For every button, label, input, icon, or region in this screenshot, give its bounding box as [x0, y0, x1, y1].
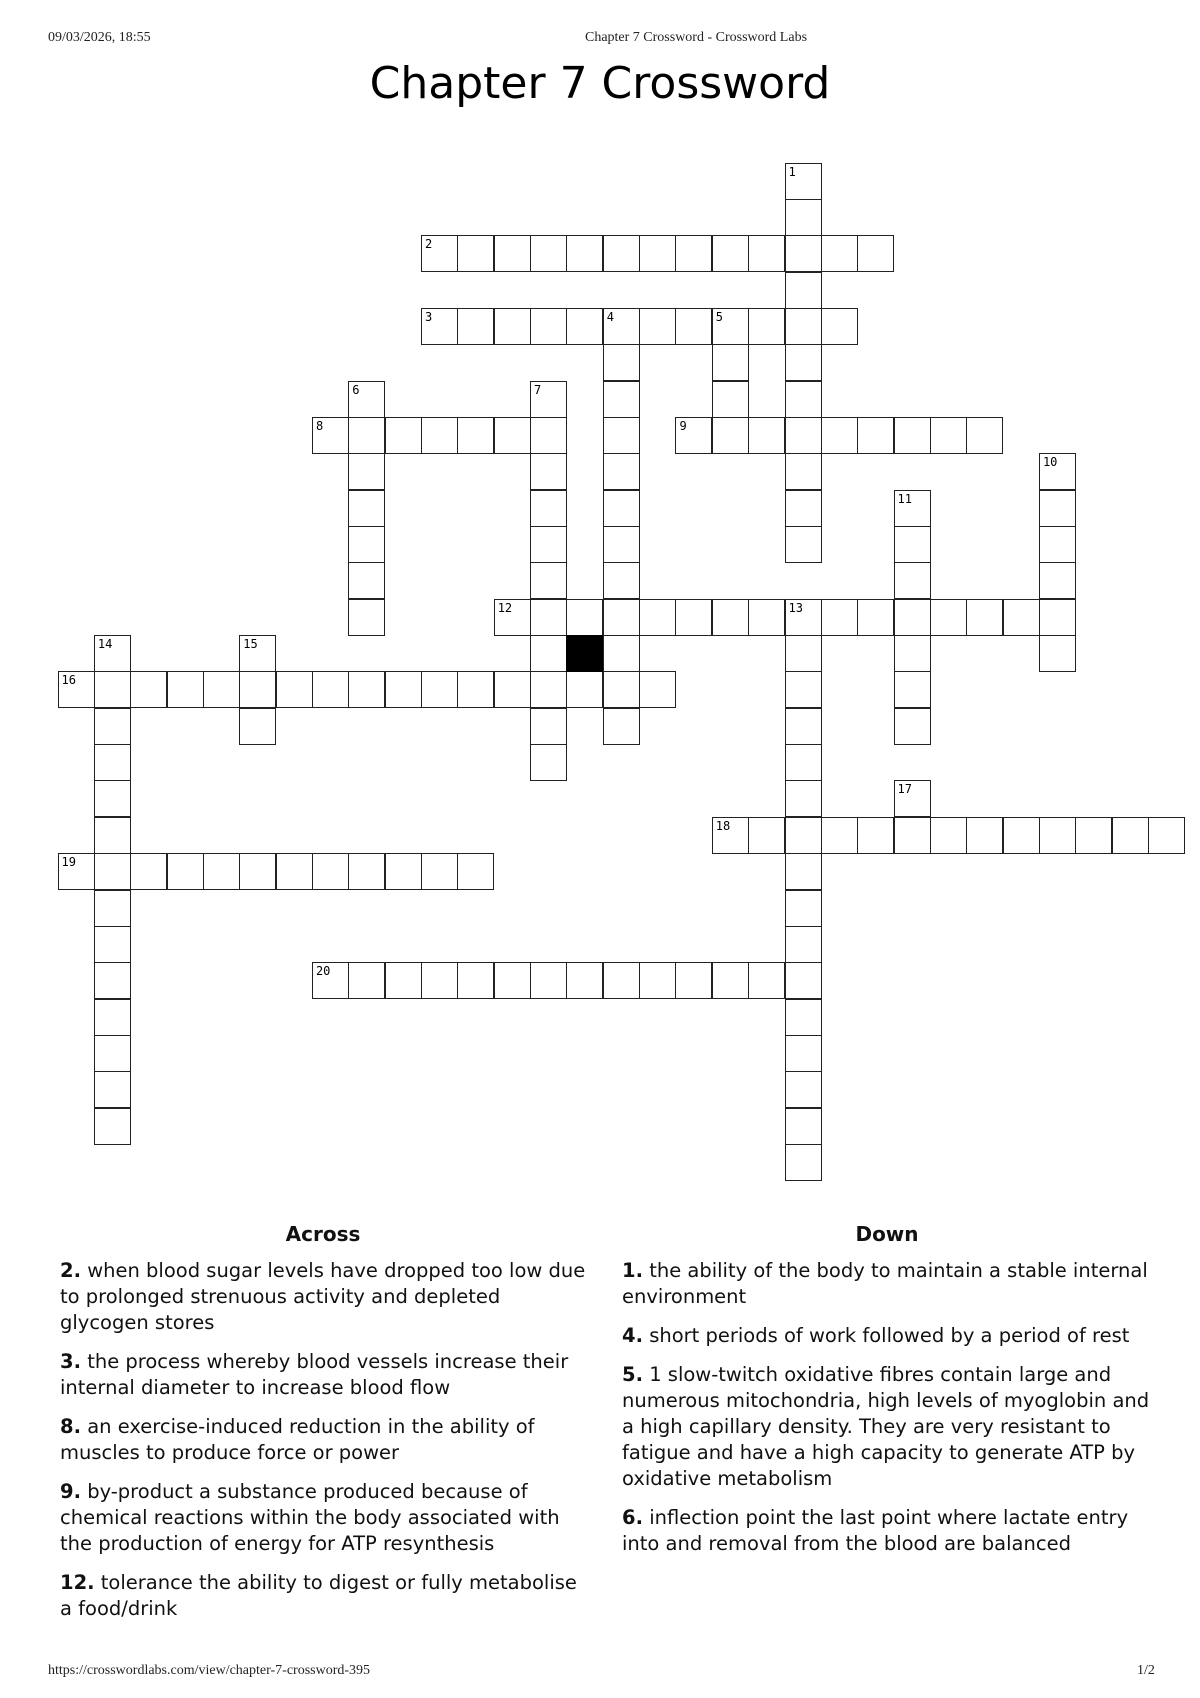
- crossword-cell[interactable]: [712, 381, 749, 418]
- crossword-cell[interactable]: [603, 671, 640, 708]
- crossword-cell[interactable]: [603, 235, 640, 272]
- cell-number: 10: [1042, 455, 1058, 470]
- crossword-cell[interactable]: [639, 235, 676, 272]
- crossword-cell[interactable]: [785, 890, 822, 927]
- crossword-cell[interactable]: [94, 744, 131, 781]
- crossword-cell[interactable]: [530, 635, 567, 672]
- crossword-cell[interactable]: [785, 1144, 822, 1181]
- crossword-cell[interactable]: [712, 962, 749, 999]
- crossword-cell[interactable]: [203, 671, 240, 708]
- crossword-cell[interactable]: [348, 599, 385, 636]
- crossword-cell[interactable]: [530, 526, 567, 563]
- crossword-cell[interactable]: [639, 671, 676, 708]
- crossword-cell[interactable]: [348, 490, 385, 527]
- page-title: Chapter 7 Crossword: [369, 58, 831, 109]
- crossword-cell[interactable]: [894, 780, 931, 817]
- crossword-cell[interactable]: [94, 635, 131, 672]
- crossword-cell[interactable]: [94, 962, 131, 999]
- crossword-cell[interactable]: [385, 962, 422, 999]
- crossword-cell[interactable]: [385, 671, 422, 708]
- down-clue: [622, 1323, 1152, 1349]
- crossword-cell[interactable]: [94, 1035, 131, 1072]
- down-clue-list: [622, 1258, 1152, 1570]
- crossword-cell[interactable]: [675, 962, 712, 999]
- crossword-cell[interactable]: [785, 1108, 822, 1145]
- crossword-cell[interactable]: [894, 817, 931, 854]
- crossword-cell[interactable]: [785, 744, 822, 781]
- clue-number: 8.: [60, 1415, 81, 1438]
- crossword-cell[interactable]: [785, 962, 822, 999]
- crossword-cell[interactable]: [566, 671, 603, 708]
- crossword-cell[interactable]: [494, 599, 531, 636]
- crossword-cell[interactable]: [239, 671, 276, 708]
- crossword-cell[interactable]: [1039, 490, 1076, 527]
- crossword-cell[interactable]: [894, 635, 931, 672]
- crossword-cell[interactable]: [530, 490, 567, 527]
- crossword-cell[interactable]: [603, 381, 640, 418]
- crossword-cell[interactable]: [421, 671, 458, 708]
- clue-text: an exercise-induced reduction in the ability of muscles to produce force or power: [60, 1415, 535, 1464]
- crossword-cell[interactable]: [675, 417, 712, 454]
- crossword-cell[interactable]: [894, 708, 931, 745]
- crossword-cell[interactable]: [239, 635, 276, 672]
- crossword-cell[interactable]: [1148, 817, 1185, 854]
- cell-number: 16: [61, 673, 76, 688]
- across-clue: [60, 1414, 590, 1466]
- crossword-cell[interactable]: [603, 308, 640, 345]
- crossword-cell[interactable]: [94, 780, 131, 817]
- crossword-cell[interactable]: [530, 671, 567, 708]
- crossword-cell[interactable]: [603, 599, 640, 636]
- crossword-cell[interactable]: [930, 599, 967, 636]
- crossword-cell[interactable]: [1039, 635, 1076, 672]
- clue-number: 3.: [60, 1350, 81, 1373]
- crossword-cell[interactable]: [712, 344, 749, 381]
- print-url: https://crosswordlabs.com/view/chapter-7-crossword-395: [48, 1663, 371, 1678]
- crossword-cell[interactable]: [748, 235, 785, 272]
- crossword-cell[interactable]: [930, 417, 967, 454]
- crossword-cell[interactable]: [785, 853, 822, 890]
- down-clue: [622, 1505, 1152, 1557]
- crossword-cell[interactable]: [785, 599, 822, 636]
- crossword-cell[interactable]: [748, 417, 785, 454]
- crossword-cell[interactable]: [457, 671, 494, 708]
- crossword-cell[interactable]: [894, 417, 931, 454]
- crossword-cell[interactable]: [785, 817, 822, 854]
- clue-text: the ability of the body to maintain a stable internal environment: [622, 1259, 1148, 1308]
- cell-number: 2: [425, 237, 433, 252]
- crossword-cell[interactable]: [421, 308, 458, 345]
- crossword-cell[interactable]: [457, 962, 494, 999]
- cell-number: 3: [425, 309, 433, 324]
- crossword-cell[interactable]: [130, 671, 167, 708]
- across-clue-list: [60, 1258, 590, 1635]
- crossword-cell[interactable]: [1003, 599, 1040, 636]
- crossword-cell[interactable]: [857, 817, 894, 854]
- clue-number: 2.: [60, 1259, 81, 1282]
- crossword-cell[interactable]: [312, 417, 349, 454]
- crossword-cell[interactable]: [785, 926, 822, 963]
- print-page-number: 1/2: [1137, 1663, 1155, 1678]
- crossword-cell[interactable]: [785, 163, 822, 200]
- clue-number: 9.: [60, 1480, 81, 1503]
- crossword-cell[interactable]: [785, 1035, 822, 1072]
- crossword-cell[interactable]: [603, 708, 640, 745]
- crossword-cell[interactable]: [966, 417, 1003, 454]
- crossword-cell[interactable]: [1039, 599, 1076, 636]
- crossword-cell[interactable]: [94, 1108, 131, 1145]
- crossword-cell[interactable]: [530, 453, 567, 490]
- crossword-cell[interactable]: [421, 962, 458, 999]
- clue-text: short periods of work followed by a period of rest: [649, 1324, 1130, 1347]
- crossword-cell[interactable]: [348, 417, 385, 454]
- cell-number: 1: [788, 164, 796, 179]
- cell-number: 15: [243, 637, 258, 652]
- crossword-cell[interactable]: [457, 235, 494, 272]
- crossword-cell[interactable]: [748, 599, 785, 636]
- crossword-cell[interactable]: [821, 599, 858, 636]
- crossword-cell[interactable]: [748, 817, 785, 854]
- crossword-cell[interactable]: [348, 453, 385, 490]
- print-page-title: Chapter 7 Crossword - Crossword Labs: [584, 30, 808, 45]
- clue-number: 1.: [622, 1259, 643, 1282]
- clue-number: 4.: [622, 1324, 643, 1347]
- crossword-cell[interactable]: [530, 744, 567, 781]
- crossword-cell[interactable]: [530, 562, 567, 599]
- crossword-cell[interactable]: [1039, 526, 1076, 563]
- crossword-cell[interactable]: [639, 599, 676, 636]
- crossword-cell[interactable]: [385, 853, 422, 890]
- crossword-cell[interactable]: [566, 962, 603, 999]
- down-heading: Down: [855, 1222, 919, 1246]
- crossword-cell[interactable]: [167, 671, 204, 708]
- crossword-cell[interactable]: [894, 599, 931, 636]
- cell-number: 18: [715, 818, 731, 833]
- crossword-cell[interactable]: [494, 308, 531, 345]
- crossword-cell[interactable]: [785, 453, 822, 490]
- crossword-cell[interactable]: [894, 562, 931, 599]
- across-clue: [60, 1479, 590, 1557]
- crossword-cell[interactable]: [94, 671, 131, 708]
- crossword-cell[interactable]: [421, 235, 458, 272]
- crossword-cell[interactable]: [748, 308, 785, 345]
- crossword-cell[interactable]: [530, 308, 567, 345]
- crossword-cell[interactable]: [348, 853, 385, 890]
- crossword-cell[interactable]: [494, 962, 531, 999]
- crossword-cell[interactable]: [94, 926, 131, 963]
- cell-number: 5: [715, 309, 724, 324]
- crossword-cell[interactable]: [639, 308, 676, 345]
- crossword-cell[interactable]: [675, 235, 712, 272]
- crossword-cell[interactable]: [566, 235, 603, 272]
- crossword-cell[interactable]: [457, 853, 494, 890]
- clue-text: the process whereby blood vessels increase their internal diameter to increase blood flow: [60, 1350, 569, 1399]
- crossword-cell[interactable]: [785, 308, 822, 345]
- crossword-cell[interactable]: [712, 599, 749, 636]
- crossword-cell[interactable]: [1039, 817, 1076, 854]
- print-datetime: 09/03/2026, 18:55: [48, 30, 151, 45]
- cell-number: 20: [315, 964, 331, 979]
- cell-number: 9: [679, 418, 687, 433]
- crossword-cell[interactable]: [530, 381, 567, 418]
- crossword-cell[interactable]: [785, 490, 822, 527]
- crossword-cell[interactable]: [348, 381, 385, 418]
- crossword-cell[interactable]: [603, 635, 640, 672]
- crossword-cell[interactable]: [494, 671, 531, 708]
- crossword-cell[interactable]: [785, 708, 822, 745]
- across-heading: Across: [285, 1222, 361, 1246]
- crossword-cell[interactable]: [712, 817, 749, 854]
- crossword-cell[interactable]: [494, 235, 531, 272]
- crossword-cell[interactable]: [94, 817, 131, 854]
- crossword-cell[interactable]: [239, 853, 276, 890]
- across-clue: [60, 1570, 590, 1622]
- crossword-cell[interactable]: [1039, 562, 1076, 599]
- crossword-cell[interactable]: [1003, 817, 1040, 854]
- crossword-cell[interactable]: [785, 272, 822, 309]
- clue-text: when blood sugar levels have dropped too low due to prolonged strenuous activity and depleted glycogen stores: [60, 1259, 586, 1334]
- crossword-cell[interactable]: [348, 562, 385, 599]
- crossword-cell[interactable]: [857, 417, 894, 454]
- crossword-cell[interactable]: [712, 235, 749, 272]
- crossword-cell[interactable]: [94, 1071, 131, 1108]
- crossword-cell[interactable]: [203, 853, 240, 890]
- crossword-cell[interactable]: [130, 853, 167, 890]
- cell-number: 11: [897, 491, 912, 506]
- crossword-cell[interactable]: [457, 308, 494, 345]
- crossword-cell[interactable]: [639, 962, 676, 999]
- clue-number: 6.: [622, 1506, 643, 1529]
- cell-number: 6: [352, 382, 360, 397]
- crossword-cell[interactable]: [930, 817, 967, 854]
- clue-number: 12.: [60, 1571, 95, 1594]
- cell-number: 12: [497, 600, 513, 615]
- crossword-cell[interactable]: [58, 853, 95, 890]
- clue-text: 1 slow-twitch oxidative fibres contain large and numerous mitochondria, high levels of myoglobin and a high capillary density. They are very resistant to fatigue and have a high capacity to generate ATP by oxidative metabolism: [622, 1363, 1150, 1490]
- crossword-cell[interactable]: [821, 235, 858, 272]
- crossword-cell[interactable]: [58, 671, 95, 708]
- crossword-cell[interactable]: [530, 417, 567, 454]
- crossword-cell[interactable]: [530, 599, 567, 636]
- crossword-cell[interactable]: [894, 526, 931, 563]
- crossword-cell[interactable]: [748, 962, 785, 999]
- crossword-cell[interactable]: [566, 599, 603, 636]
- crossword-cell[interactable]: [530, 962, 567, 999]
- crossword-cell[interactable]: [603, 490, 640, 527]
- crossword-cell[interactable]: [785, 526, 822, 563]
- crossword-cell[interactable]: [239, 708, 276, 745]
- cell-number: 19: [61, 855, 76, 870]
- crossword-cell[interactable]: [785, 344, 822, 381]
- crossword-cell[interactable]: [785, 999, 822, 1036]
- crossword-cell[interactable]: [821, 417, 858, 454]
- clue-number: 5.: [622, 1363, 643, 1386]
- crossword-cell[interactable]: [821, 817, 858, 854]
- crossword-cell[interactable]: [566, 308, 603, 345]
- crossword-cell[interactable]: [276, 853, 313, 890]
- crossword-cell[interactable]: [312, 671, 349, 708]
- crossword-cell[interactable]: [603, 453, 640, 490]
- crossword-cell[interactable]: [94, 890, 131, 927]
- down-clue: [622, 1258, 1152, 1310]
- crossword-cell[interactable]: [894, 671, 931, 708]
- crossword-cell[interactable]: [785, 381, 822, 418]
- crossword-cell[interactable]: [603, 526, 640, 563]
- crossword-cell[interactable]: [675, 308, 712, 345]
- cell-number: 8: [315, 418, 324, 433]
- crossword-cell[interactable]: [785, 1071, 822, 1108]
- crossword-cell[interactable]: [1039, 453, 1076, 490]
- crossword-cell[interactable]: [785, 199, 822, 236]
- crossword-cell[interactable]: [785, 235, 822, 272]
- crossword-cell[interactable]: [785, 635, 822, 672]
- down-clue: [622, 1362, 1152, 1492]
- crossword-cell[interactable]: [1075, 817, 1112, 854]
- crossword-cell[interactable]: [348, 526, 385, 563]
- cell-number: 14: [97, 637, 113, 652]
- crossword-cell[interactable]: [785, 417, 822, 454]
- crossword-cell[interactable]: [857, 599, 894, 636]
- crossword-cell[interactable]: [785, 780, 822, 817]
- crossword-cell[interactable]: [603, 344, 640, 381]
- crossword-cell[interactable]: [276, 671, 313, 708]
- crossword-cell[interactable]: [966, 817, 1003, 854]
- crossword-cell[interactable]: [385, 417, 422, 454]
- crossword-cell[interactable]: [785, 671, 822, 708]
- crossword-cell[interactable]: [348, 962, 385, 999]
- crossword-cell[interactable]: [857, 235, 894, 272]
- black-square: [566, 635, 603, 672]
- crossword-cell[interactable]: [1112, 817, 1149, 854]
- cell-number: 7: [534, 382, 542, 397]
- crossword-cell[interactable]: [94, 999, 131, 1036]
- crossword-cell[interactable]: [94, 853, 131, 890]
- crossword-cell[interactable]: [312, 853, 349, 890]
- crossword-cell[interactable]: [167, 853, 204, 890]
- crossword-cell[interactable]: [894, 490, 931, 527]
- crossword-cell[interactable]: [494, 417, 531, 454]
- clue-text: inflection point the last point where lactate entry into and removal from the blood are balanced: [622, 1506, 1129, 1555]
- crossword-cell[interactable]: [348, 671, 385, 708]
- crossword-cell[interactable]: [530, 235, 567, 272]
- crossword-cell[interactable]: [966, 599, 1003, 636]
- crossword-cell[interactable]: [603, 962, 640, 999]
- crossword-cell[interactable]: [675, 599, 712, 636]
- across-clue: [60, 1258, 590, 1336]
- cell-number: 13: [788, 600, 803, 615]
- clue-text: by-product a substance produced because of chemical reactions within the body associated with the production of energy for ATP resynthesis: [60, 1480, 560, 1555]
- crossword-cell[interactable]: [603, 562, 640, 599]
- crossword-cell[interactable]: [94, 708, 131, 745]
- crossword-cell[interactable]: [421, 417, 458, 454]
- crossword-cell[interactable]: [421, 853, 458, 890]
- crossword-cell[interactable]: [712, 417, 749, 454]
- crossword-cell[interactable]: [821, 308, 858, 345]
- crossword-cell[interactable]: [603, 417, 640, 454]
- across-clue: [60, 1349, 590, 1401]
- clue-text: tolerance the ability to digest or fully metabolise a food/drink: [60, 1571, 577, 1620]
- crossword-cell[interactable]: [712, 308, 749, 345]
- cell-number: 17: [897, 782, 912, 797]
- crossword-cell[interactable]: [312, 962, 349, 999]
- crossword-cell[interactable]: [530, 708, 567, 745]
- crossword-cell[interactable]: [457, 417, 494, 454]
- cell-number: 4: [606, 309, 614, 324]
